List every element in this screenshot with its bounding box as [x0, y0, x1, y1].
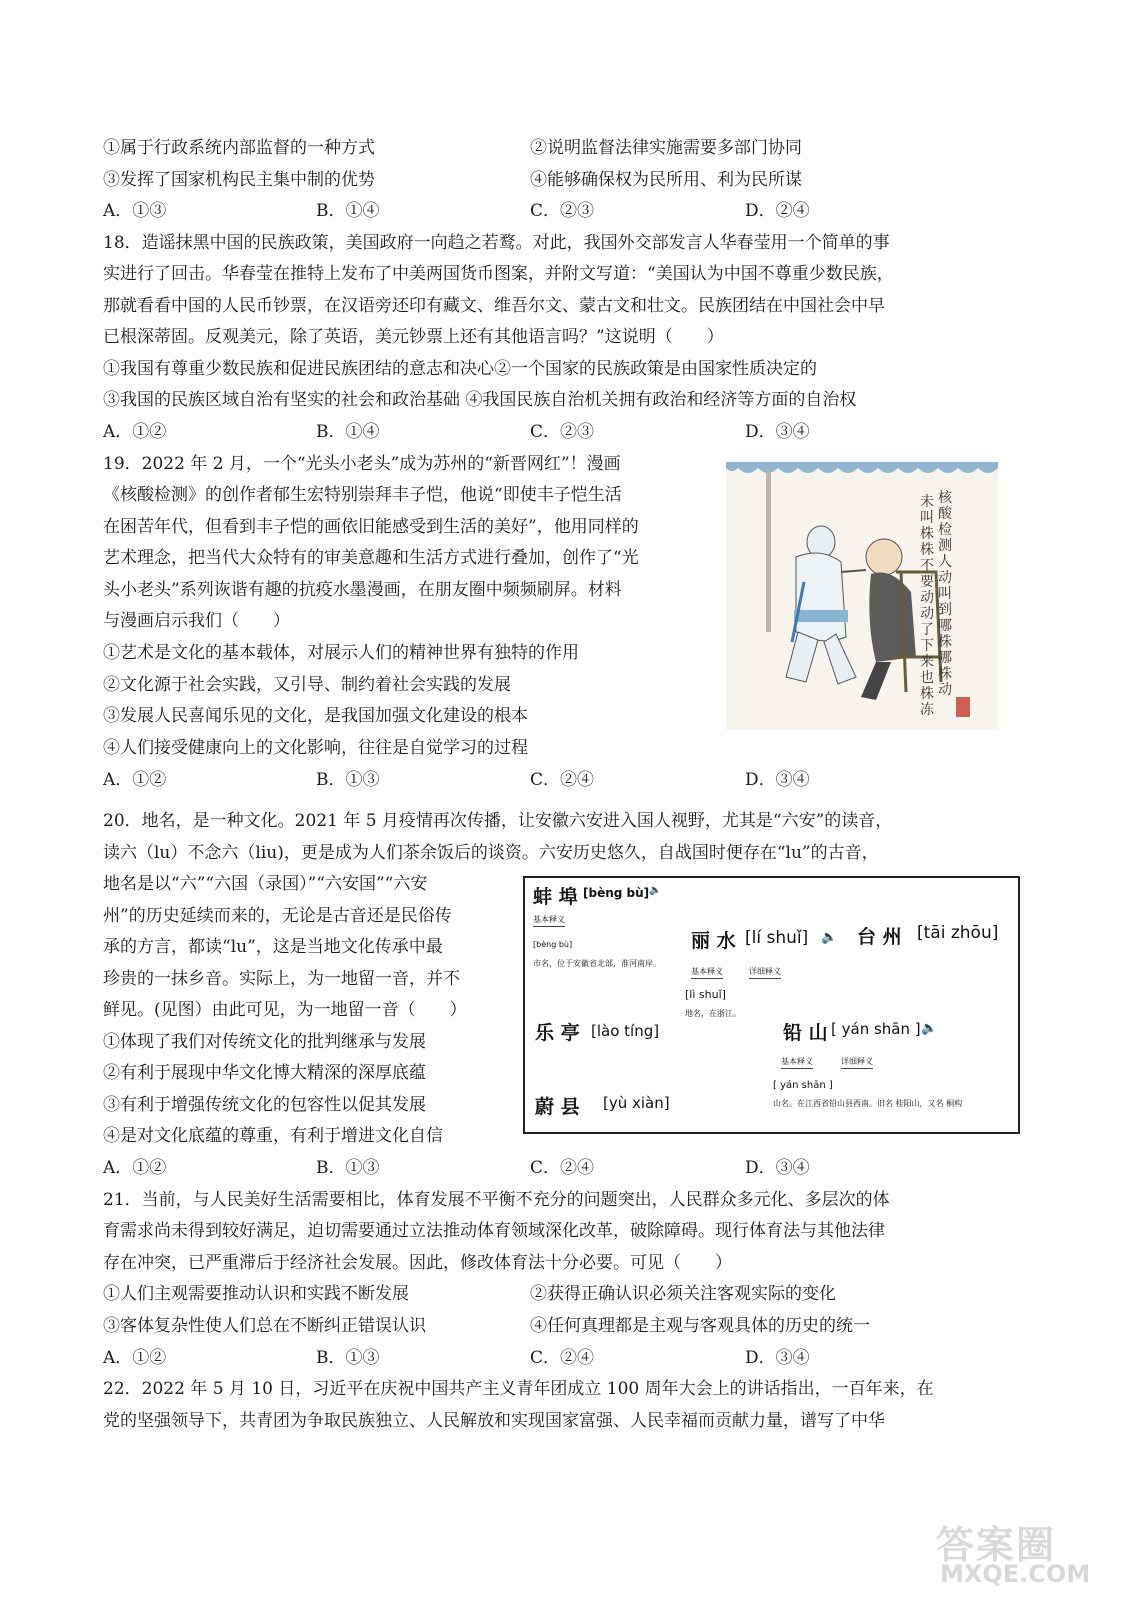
q17-choice-b: B．①④	[316, 201, 380, 221]
q21-stem-line-2: 育需求尚未得到较好满足，迫切需要通过立法推动体育领域深化改革，破除障碍。现行体育法与其他法律	[103, 1221, 885, 1241]
cartoon-drawing	[726, 462, 998, 730]
q18-choice-d: D．③④	[745, 422, 810, 442]
q19-stem-line-4: 艺术理念，把当代大众特有的审美意趣和生活方式进行叠加，创作了“光	[103, 548, 639, 568]
q19-choice-a: A．①②	[103, 770, 167, 790]
speaker-icon: 🔈	[649, 885, 662, 896]
q19-stem-line-6: 与漫画启示我们（ ）	[103, 611, 290, 631]
q18-stem-line-2: 实进行了回击。华春莹在推特上发布了中美两国货币图案，并附文写道：“美国认为中国不尊重少数民族，	[103, 264, 894, 284]
q21-stem-line-3: 存在冲突，已严重滞后于经济社会发展。因此，修改体育法十分必要。可见（ ）	[103, 1253, 732, 1273]
q20-option-1: ①体现了我们对传统文化的批判继承与发展	[103, 1032, 426, 1052]
lishui-definition: 地名，在浙江。	[685, 1009, 741, 1018]
q20-choice-a: A．①②	[103, 1158, 167, 1178]
q22-stem-line-1: 22．2022 年 5 月 10 日，习近平在庆祝中国共产主义青年团成立 100 周年大会上的讲话指出，一百年来，在	[103, 1379, 934, 1399]
q18-option-line-2: ③我国的民族区域自治有坚实的社会和政治基础 ④我国民族自治机关拥有政治和经济等方面的自治权	[103, 390, 857, 410]
q22-stem-line-2: 党的坚强领导下，共青团为争取民族独立、人民解放和实现国家富强、人民幸福而贡献力量，谱写了中华	[103, 1411, 885, 1431]
q20-stem-line-2: 读六（lu）不念六（liu)，更是成为人们茶余饭后的谈资。六安历史悠久，自战国时便存在“lu”的古音，	[103, 843, 879, 863]
cartoon-caption-col1-3: 检	[938, 522, 952, 538]
cartoon-caption-col1-9: 哪	[938, 618, 952, 634]
speaker-icon: 🔈	[821, 930, 838, 945]
cartoon-caption-col2-9: 了	[920, 622, 934, 638]
cartoon-caption-col1-1: 核	[938, 490, 952, 506]
q21-choice-b: B．①③	[316, 1348, 380, 1368]
q21-stem-line-1: 21．当前，与人民美好生活需要相比，体育发展不平衡不充分的问题突出，人民群众多元化、多层次的体	[103, 1190, 890, 1210]
q21-choice-d: D．③④	[745, 1348, 810, 1368]
cartoon-caption-col1-12: 株	[938, 666, 952, 682]
cartoon-caption-col2-6: 要	[920, 574, 934, 590]
cartoon-caption-col1-6: 动	[938, 570, 952, 586]
watermark-title: 答案圈	[936, 1523, 1057, 1567]
cartoon-caption-col2-3: 株	[920, 526, 934, 542]
watermark-url: MXQE.COM	[940, 1560, 1091, 1588]
q17-option-2: ②说明监督法律实施需要多部门协同	[530, 138, 802, 158]
bengbu-pinyin-2: [bèng bù]	[533, 940, 573, 949]
q19-option-4: ④人们接受健康向上的文化影响，往往是自觉学习的过程	[103, 738, 528, 758]
q18-choice-c: C．②③	[530, 422, 595, 442]
q19-choice-c: C．②④	[530, 770, 595, 790]
cartoon-caption-col1-4: 测	[938, 538, 952, 554]
bengbu-name: 蚌 埠	[533, 886, 578, 908]
taizhou-pinyin: [tāi zhōu]	[917, 923, 999, 943]
q21-option-4: ④任何真理都是主观与客观具体的历史的统一	[530, 1316, 870, 1336]
cartoon-caption-col1-5: 人	[938, 554, 952, 570]
cartoon-caption-col1-7: 叫	[938, 586, 952, 602]
q20-stem-line-4: 州”的历史延续而来的，无论是古音还是民俗传	[103, 906, 452, 926]
lishui-pinyin: [lí shuǐ]	[745, 928, 809, 948]
lishui-name: 丽 水	[691, 930, 736, 952]
q17-option-1: ①属于行政系统内部监督的一种方式	[103, 138, 375, 158]
q18-stem-line-1: 18．造谣抹黑中国的民族政策，美国政府一向趋之若鹜。对此，我国外交部发言人华春莹用一个简单的事	[103, 233, 890, 253]
nucleic-acid-test-cartoon	[726, 462, 998, 730]
q18-choice-b: B．①④	[316, 422, 380, 442]
q17-option-3: ③发挥了国家机构民主集中制的优势	[103, 170, 375, 190]
q20-option-4: ④是对文化底蕴的尊重，有利于增进文化自信	[103, 1126, 443, 1146]
cartoon-caption-col1-13: 动	[938, 682, 952, 698]
cartoon-caption-col2-8: 动	[920, 606, 934, 622]
cartoon-caption-col1-8: 到	[938, 602, 952, 618]
cartoon-caption-col2-11: 来	[920, 654, 934, 670]
cartoon-caption-col2-14: 冻	[920, 702, 934, 718]
yanshan-name: 铅 山	[783, 1022, 828, 1044]
q19-option-1: ①艺术是文化的基本载体，对展示人们的精神世界有独特的作用	[103, 643, 579, 663]
q19-stem-line-3: 在困苦年代，但看到丰子恺的画依旧能感受到生活的美好”，他用同样的	[103, 517, 639, 537]
q20-stem-line-1: 20．地名，是一种文化。2021 年 5 月疫情再次传播，让安徽六安进入国人视野，尤其是“六安”的读音，	[103, 811, 893, 831]
q20-stem-line-7: 鲜见。(见图）由此可见，为一地留一音（ ）	[103, 1000, 467, 1020]
q19-choice-b: B．①③	[316, 770, 380, 790]
cartoon-caption-col2-1: 未	[920, 494, 934, 510]
q18-stem-line-4: 已根深蒂固。反观美元，除了英语，美元钞票上还有其他语言吗？”这说明（ ）	[103, 327, 724, 347]
place-name-pronunciation-figure	[523, 876, 1020, 1134]
q20-stem-line-6: 珍贵的一抹乡音。实际上，为一地留一音，并不	[103, 969, 460, 989]
yanshan-pinyin-2: [ yán shān ]	[773, 1080, 833, 1091]
site-watermark-logo	[930, 1510, 1120, 1590]
cartoon-caption-col2-4: 株	[920, 542, 934, 558]
yanshan-tab-detail: 详细释义	[841, 1056, 873, 1069]
speaker-icon: 🔈	[921, 1021, 938, 1036]
lishui-tab-detail: 详细释义	[749, 966, 781, 979]
q20-option-3: ③有利于增强传统文化的包容性以促其发展	[103, 1095, 426, 1115]
q21-option-3: ③客体复杂性使人们总在不断纠正错误认识	[103, 1316, 426, 1336]
q19-option-3: ③发展人民喜闻乐见的文化，是我国加强文化建设的根本	[103, 706, 528, 726]
cartoon-caption-col1-11: 哪	[938, 650, 952, 666]
q18-choice-a: A．①②	[103, 422, 167, 442]
yuxian-pinyin: [yù xiàn]	[603, 1094, 670, 1112]
q17-option-4: ④能够确保权为民所用、利为民所谋	[530, 170, 802, 190]
cartoon-caption-col1-10: 株	[938, 634, 952, 650]
q21-option-2: ②获得正确认识必须关注客观实际的变化	[530, 1284, 836, 1304]
cartoon-caption-col1-2: 酸	[938, 506, 952, 522]
yanshan-definition: 山名。在江西省铅山县西南。旧名 桂阳山，又名 桐构	[773, 1099, 963, 1108]
q21-choice-a: A．①②	[103, 1348, 167, 1368]
q17-choice-a: A．①③	[103, 201, 167, 221]
q18-stem-line-3: 那就看看中国的人民币钞票，在汉语旁还印有藏文、维吾尔文、蒙古文和壮文。民族团结在中国社会中早	[103, 296, 885, 316]
yuxian-name: 蔚 县	[535, 1096, 580, 1118]
lishui-tab-basic: 基本释义	[691, 966, 723, 979]
q20-choice-d: D．③④	[745, 1158, 810, 1178]
yanshan-tab-basic: 基本释义	[781, 1056, 813, 1069]
q20-stem-line-3: 地名是以“六”“六国（录国）”“六安国”“六安	[103, 874, 428, 894]
q19-option-2: ②文化源于社会实践，又引导、制约着社会实践的发展	[103, 675, 511, 695]
q19-choice-d: D．③④	[745, 770, 810, 790]
taizhou-name: 台 州	[857, 926, 902, 948]
q19-stem-line-5: 头小老头”系列诙谐有趣的抗疫水墨漫画，在朋友圈中频频刷屏。材料	[103, 580, 622, 600]
bengbu-tab-basic: 基本释义	[533, 914, 565, 927]
cartoon-caption-col2-12: 也	[920, 670, 934, 686]
q20-option-2: ②有利于展现中华文化博大精深的深厚底蕴	[103, 1063, 426, 1083]
q18-option-line-1: ①我国有尊重少数民族和促进民族团结的意志和决心②一个国家的民族政策是由国家性质决定的	[103, 359, 817, 379]
bengbu-definition: 市名，位于安徽省北部，淮河南岸。	[533, 959, 661, 968]
leting-pinyin: [lào tíng]	[591, 1022, 660, 1040]
cartoon-caption-col2-7: 动	[920, 590, 934, 606]
leting-name: 乐 亭	[535, 1022, 580, 1044]
lishui-pinyin-2: [lì shuǐ]	[685, 988, 726, 1001]
bengbu-pinyin: [bèng bù]	[583, 886, 650, 900]
q21-option-1: ①人们主观需要推动认识和实践不断发展	[103, 1284, 409, 1304]
cartoon-caption-col2-2: 叫	[920, 510, 934, 526]
cartoon-caption-col2-13: 株	[920, 686, 934, 702]
cartoon-caption-col2-10: 下	[920, 638, 934, 654]
q17-choice-d: D．②④	[745, 201, 810, 221]
q19-stem-line-2: 《核酸检测》的创作者郁生宏特别崇拜丰子恺，他说“即使丰子恺生活	[103, 485, 622, 505]
cartoon-caption-col2-5: 不	[920, 558, 934, 574]
q19-stem-line-1: 19．2022 年 2 月，一个“光头小老头”成为苏州的“新晋网红”！漫画	[103, 454, 621, 474]
q20-choice-b: B．①③	[316, 1158, 380, 1178]
q20-stem-line-5: 承的方言，都读“lu”，这是当地文化传承中最	[103, 937, 443, 957]
q21-choice-c: C．②④	[530, 1348, 595, 1368]
q17-choice-c: C．②③	[530, 201, 595, 221]
yanshan-pinyin: [ yán shān ]	[831, 1020, 921, 1038]
q20-choice-c: C．②④	[530, 1158, 595, 1178]
